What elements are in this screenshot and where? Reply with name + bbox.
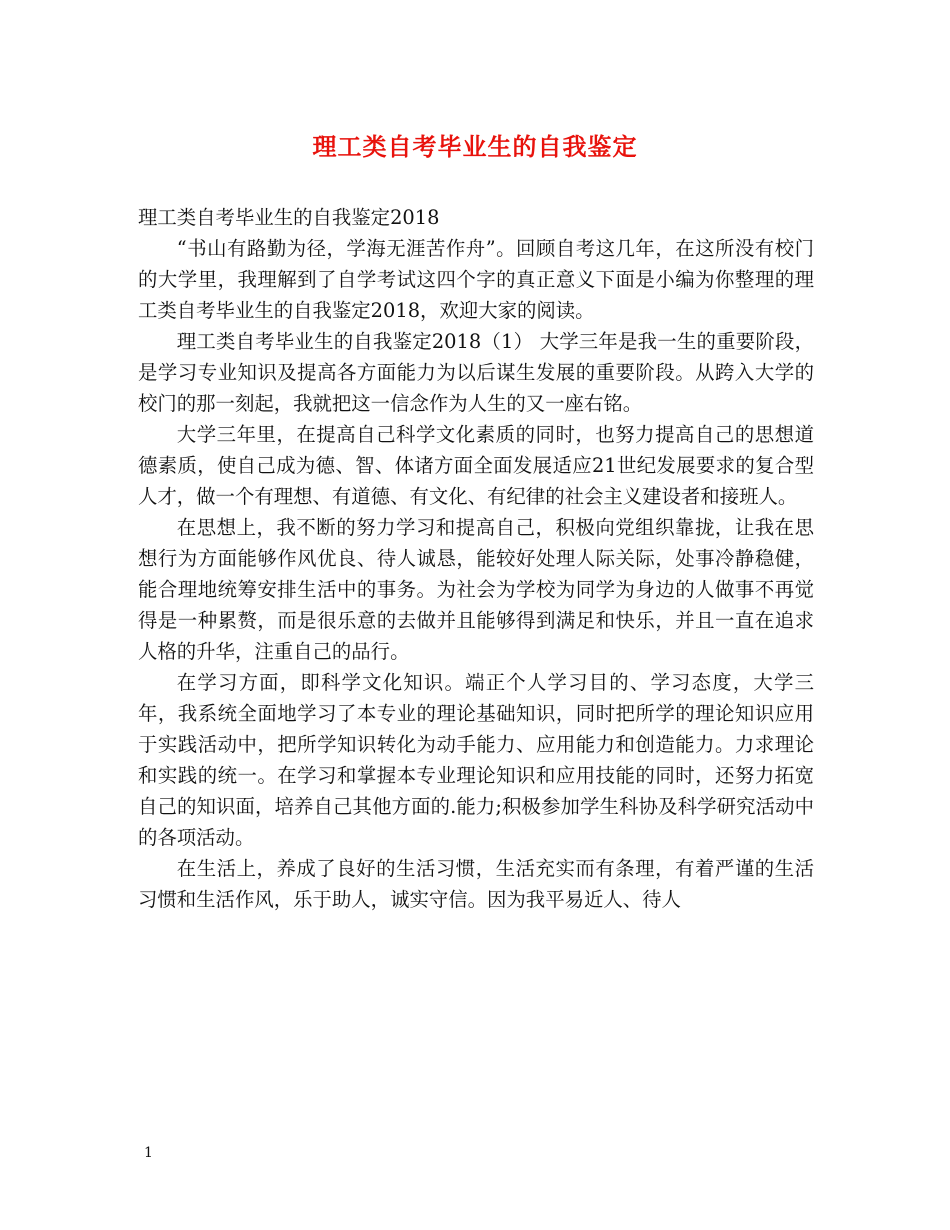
paragraph: 在思想上，我不断的努力学习和提高自己，积极向党组织靠拢，让我在思想行为方面能够作风优良、待人诚恳，能较好处理人际关际，处事冷静稳健，能合理地统筹安排生活中的事务。为社会为学校为同学为身边的人做事不再觉得是一种累赘，而是很乐意的去做并且能够得到满足和快乐，并且一直在追求人格的升华，注重自己的品行。 xyxy=(138,516,814,663)
document-title: 理工类自考毕业生的自我鉴定 xyxy=(312,133,638,161)
document-subtitle: 理工类自考毕业生的自我鉴定2018 xyxy=(138,206,440,229)
document-body xyxy=(138,202,814,915)
page-number: 1 xyxy=(144,1145,153,1161)
paragraph: “书山有路勤为径，学海无涯苦作舟”。回顾自考这几年，在这所没有校门的大学里，我理解到了自学考试这四个字的真正意义下面是小编为你整理的理工类自考毕业生的自我鉴定2018，欢迎大家的阅读。 xyxy=(138,237,814,322)
paragraph: 理工类自考毕业生的自我鉴定2018（1） 大学三年是我一生的重要阶段，是学习专业知识及提高各方面能力为以后谋生发展的重要阶段。从跨入大学的校门的那一刻起，我就把这一信念作为人生的又一座右铭。 xyxy=(138,330,814,415)
paragraph: 大学三年里，在提高自己科学文化素质的同时，也努力提高自己的思想道德素质，使自己成为德、智、体诸方面全面发展适应21世纪发展要求的复合型人才，做一个有理想、有道德、有文化、有纪律的社会主义建设者和接班人。 xyxy=(138,423,814,508)
paragraph: 在学习方面，即科学文化知识。端正个人学习目的、学习态度，大学三年，我系统全面地学习了本专业的理论基础知识，同时把所学的理论知识应用于实践活动中，把所学知识转化为动手能力、应用能力和创造能力。力求理论和实践的统一。在学习和掌握本专业理论知识和应用技能的同时，还努力拓宽自己的知识面，培养自己其他方面的.能力;积极参加学生科协及科学研究活动中的各项活动。 xyxy=(138,671,814,849)
paragraph: 在生活上，养成了良好的生活习惯，生活充实而有条理，有着严谨的生活习惯和生活作风，乐于助人，诚实守信。因为我平易近人、待人 xyxy=(138,857,814,911)
